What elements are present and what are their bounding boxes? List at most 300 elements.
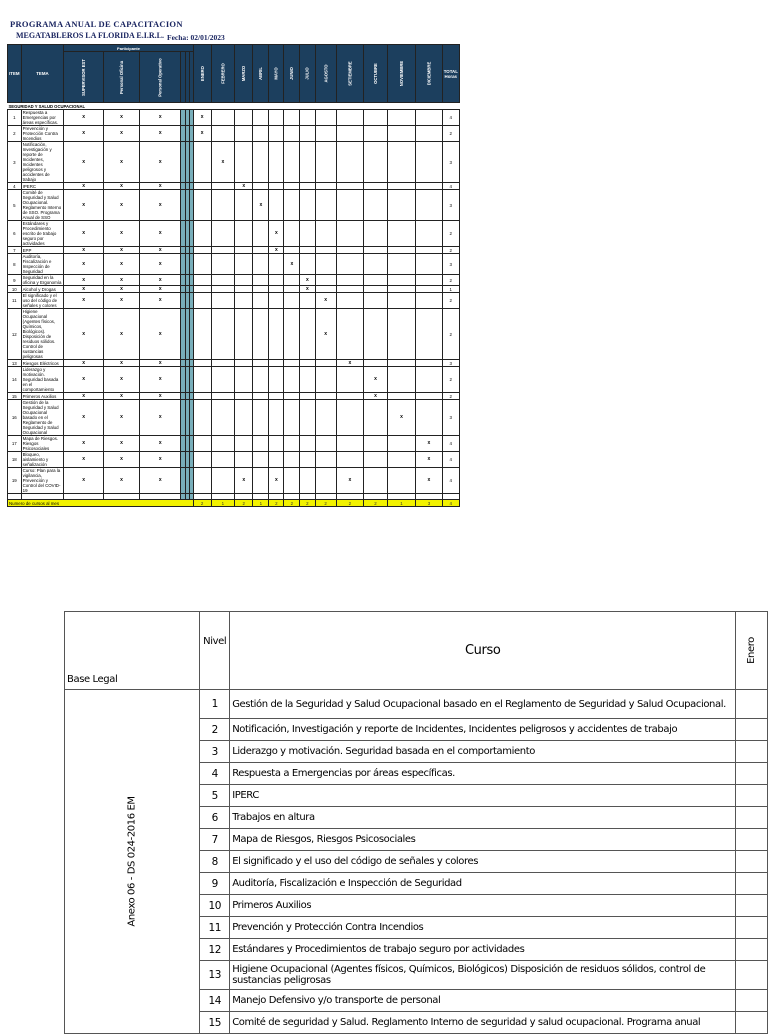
month-mark: x: [235, 183, 253, 190]
month-mark: x: [269, 221, 284, 247]
month-cell: [235, 367, 253, 393]
participant-mark: x: [64, 126, 104, 142]
schedule-row: [8, 275, 462, 286]
month-cell: [269, 452, 284, 468]
month-cell: [315, 142, 336, 183]
month-cell: [235, 286, 253, 293]
schedule-row: [8, 183, 462, 190]
participant-mark: x: [140, 254, 181, 275]
participant-mark: x: [64, 400, 104, 436]
month-cell: [253, 142, 269, 183]
participant-mark: x: [104, 468, 140, 494]
month-cell: [387, 452, 415, 468]
month-cell: [336, 190, 363, 221]
month-cell: [211, 126, 234, 142]
month-cell: [211, 286, 234, 293]
month-cell: [387, 247, 415, 254]
schedule-row: [8, 393, 462, 400]
month-cell: [416, 367, 443, 393]
participant-mark: x: [140, 309, 181, 360]
month-cell: [269, 190, 284, 221]
month-cell: [364, 400, 388, 436]
month-cell: [193, 309, 211, 360]
month-cell: [211, 247, 234, 254]
schedule-row: [8, 110, 462, 126]
month-cell: [235, 190, 253, 221]
month-cell: [211, 110, 234, 126]
participant-mark: x: [104, 436, 140, 452]
month-cell: [416, 393, 443, 400]
month-mark: x: [300, 286, 315, 293]
participant-mark: x: [104, 400, 140, 436]
schedule-row: [8, 126, 462, 142]
month-cell: [193, 286, 211, 293]
month-cell: [235, 254, 253, 275]
legal-basis-table: [64, 611, 768, 1034]
month-cell: [193, 400, 211, 436]
month-mark: x: [315, 293, 336, 309]
participant-mark: x: [64, 468, 104, 494]
month-cell: [387, 183, 415, 190]
month-cell: [387, 142, 415, 183]
course-name: Estándares y Procedimientos de trabajo seguro por actividades: [230, 939, 736, 961]
course-name: Liderazgo y motivación. Seguridad basada en el comportamiento: [230, 741, 736, 763]
month-cell: [253, 393, 269, 400]
schedule-row: [8, 452, 462, 468]
participant-mark: x: [140, 436, 181, 452]
participant-mark: x: [64, 247, 104, 254]
month-cell: [300, 110, 315, 126]
month-cell: [211, 468, 234, 494]
month-cell: [235, 275, 253, 286]
monthly-count: 1: [387, 500, 415, 507]
month-cell: [211, 183, 234, 190]
enero-cell: [736, 807, 768, 829]
participant-mark: x: [104, 190, 140, 221]
month-cell: [336, 452, 363, 468]
month-cell: [235, 293, 253, 309]
total-hours: 3: [442, 190, 459, 221]
nivel-number: 6: [200, 807, 230, 829]
schedule-row: [8, 436, 462, 452]
monthly-count: 3: [416, 500, 443, 507]
month-cell: [284, 275, 300, 286]
item-number: 15: [8, 393, 22, 400]
total-hours: 4: [442, 436, 459, 452]
total-hours: 4: [442, 452, 459, 468]
course-name: Manejo Defensivo y/o transporte de personal: [230, 990, 736, 1012]
schedule-row: [8, 360, 462, 367]
schedule-row: [8, 254, 462, 275]
month-cell: [315, 247, 336, 254]
tema-cell: Riesgos Eléctricos: [21, 360, 64, 367]
month-cell: [193, 254, 211, 275]
participant-mark: x: [140, 286, 181, 293]
item-number: 4: [8, 183, 22, 190]
month-mark: x: [336, 360, 363, 367]
month-cell: [416, 254, 443, 275]
month-cell: [315, 436, 336, 452]
participant-mark: x: [104, 309, 140, 360]
nivel-number: 1: [200, 690, 230, 719]
month-cell: [269, 309, 284, 360]
month-cell: [364, 183, 388, 190]
month-cell: [193, 452, 211, 468]
month-cell: [416, 309, 443, 360]
month-mark: x: [387, 400, 415, 436]
tema-cell: Bloqueo, aislamiento y señalización: [21, 452, 64, 468]
month-cell: [253, 247, 269, 254]
course-name: IPERC: [230, 785, 736, 807]
month-cell: [416, 360, 443, 367]
monthly-count: 2: [235, 500, 253, 507]
course-name: Notificación, Investigación y reporte de Incidentes, Incidentes peligrosos y accidentes de trabajo: [230, 719, 736, 741]
month-cell: [336, 436, 363, 452]
month-header-enero: ENERO: [193, 45, 211, 103]
month-header-noviembre: NOVIEMBRE: [387, 45, 415, 103]
month-cell: [253, 367, 269, 393]
month-cell: [253, 400, 269, 436]
month-cell: [211, 309, 234, 360]
course-name: El significado y el uso del código de señales y colores: [230, 851, 736, 873]
month-mark: x: [193, 126, 211, 142]
tema-cell: El significado y el uso del código de señales y colores: [21, 293, 64, 309]
base-legal-cell: [65, 690, 200, 1034]
month-cell: [193, 367, 211, 393]
month-mark: x: [364, 367, 388, 393]
nivel-number: 7: [200, 829, 230, 851]
participant-mark: x: [64, 309, 104, 360]
monthly-count: 2: [336, 500, 363, 507]
base-legal-header: Base Legal: [65, 612, 200, 690]
month-cell: [416, 190, 443, 221]
course-name: Prevención y Protección Contra Incendios: [230, 917, 736, 939]
month-cell: [300, 254, 315, 275]
month-cell: [416, 286, 443, 293]
tema-cell: Liderazgo y motivación. Seguridad basada en el comportamiento: [21, 367, 64, 393]
item-number: 8: [8, 254, 22, 275]
nivel-number: 14: [200, 990, 230, 1012]
enero-cell: [736, 939, 768, 961]
month-header-diciembre: DICIEMBRE: [416, 45, 443, 103]
participant-mark: x: [104, 275, 140, 286]
nivel-number: 15: [200, 1012, 230, 1034]
enero-cell: [736, 990, 768, 1012]
item-number: 16: [8, 400, 22, 436]
participant-mark: x: [140, 183, 181, 190]
month-cell: [193, 275, 211, 286]
participant-mark: x: [104, 221, 140, 247]
tema-cell: Mapa de Riesgos. Riesgos Psicosociales: [21, 436, 64, 452]
participant-mark: x: [104, 126, 140, 142]
item-number: 6: [8, 221, 22, 247]
tema-cell: Alcohol y Drogas: [21, 286, 64, 293]
month-cell: [416, 247, 443, 254]
month-cell: [364, 452, 388, 468]
month-cell: [315, 468, 336, 494]
month-cell: [416, 183, 443, 190]
monthly-count: 2: [315, 500, 336, 507]
month-cell: [284, 190, 300, 221]
month-cell: [387, 221, 415, 247]
month-cell: [336, 293, 363, 309]
month-cell: [416, 275, 443, 286]
month-cell: [364, 286, 388, 293]
item-number: 18: [8, 452, 22, 468]
participant-mark: x: [104, 367, 140, 393]
item-number: 19: [8, 468, 22, 494]
month-cell: [300, 452, 315, 468]
total-hours: 4: [442, 183, 459, 190]
month-cell: [284, 247, 300, 254]
month-cell: [300, 468, 315, 494]
month-cell: [364, 309, 388, 360]
month-cell: [235, 452, 253, 468]
month-cell: [300, 247, 315, 254]
monthly-count: 2: [364, 500, 388, 507]
month-cell: [315, 275, 336, 286]
month-cell: [336, 254, 363, 275]
month-mark: x: [253, 190, 269, 221]
month-cell: [284, 360, 300, 367]
month-cell: [253, 309, 269, 360]
month-cell: [235, 142, 253, 183]
participant-mark: x: [64, 254, 104, 275]
month-cell: [193, 221, 211, 247]
month-cell: [300, 190, 315, 221]
participant-mark: x: [64, 190, 104, 221]
nivel-number: 5: [200, 785, 230, 807]
month-cell: [364, 360, 388, 367]
month-cell: [193, 247, 211, 254]
schedule-row: [8, 367, 462, 393]
month-header-febrero: FEBRERO: [211, 45, 234, 103]
month-cell: [300, 400, 315, 436]
participant-header-oficina: Personal Oficina: [104, 52, 140, 103]
item-number: 2: [8, 126, 22, 142]
month-cell: [364, 126, 388, 142]
month-cell: [315, 254, 336, 275]
participant-mark: x: [140, 110, 181, 126]
month-cell: [300, 183, 315, 190]
month-cell: [315, 452, 336, 468]
month-cell: [387, 309, 415, 360]
total-hours: 2: [442, 247, 459, 254]
total-header: TOTAL Horas: [442, 45, 459, 103]
month-cell: [269, 293, 284, 309]
total-hours: 2: [442, 393, 459, 400]
tema-cell: Respuesta a Emergencias por áreas específicas.: [21, 110, 64, 126]
schedule-row: [8, 221, 462, 247]
month-cell: [193, 468, 211, 494]
monthly-count: 2: [284, 500, 300, 507]
enero-cell: [736, 873, 768, 895]
nivel-number: 9: [200, 873, 230, 895]
month-cell: [315, 367, 336, 393]
month-cell: [387, 360, 415, 367]
month-cell: [300, 367, 315, 393]
participant-mark: x: [104, 293, 140, 309]
month-cell: [416, 110, 443, 126]
month-cell: [364, 110, 388, 126]
month-cell: [211, 367, 234, 393]
month-mark: x: [315, 309, 336, 360]
schedule-row: [8, 190, 462, 221]
month-cell: [336, 309, 363, 360]
tema-cell: IPERC: [21, 183, 64, 190]
month-cell: [284, 452, 300, 468]
month-cell: [336, 286, 363, 293]
month-cell: [315, 393, 336, 400]
month-cell: [416, 293, 443, 309]
month-cell: [364, 275, 388, 286]
nivel-number: 11: [200, 917, 230, 939]
company-name: MEGATABLEROS LA FLORIDA E.I.R.L.: [16, 31, 164, 40]
item-number: 11: [8, 293, 22, 309]
month-cell: [284, 142, 300, 183]
item-number: 17: [8, 436, 22, 452]
participant-mark: x: [64, 275, 104, 286]
item-number: 3: [8, 142, 22, 183]
month-cell: [315, 110, 336, 126]
month-cell: [253, 110, 269, 126]
month-cell: [253, 126, 269, 142]
base-legal-value: Anexo 06 - DS 024-2016 EM: [126, 796, 138, 927]
month-cell: [193, 293, 211, 309]
total-hours: 2: [442, 275, 459, 286]
month-cell: [284, 221, 300, 247]
month-cell: [416, 126, 443, 142]
participants-header: Participante: [64, 45, 193, 52]
month-mark: x: [269, 468, 284, 494]
month-cell: [336, 367, 363, 393]
enero-cell: [736, 1012, 768, 1034]
month-cell: [300, 393, 315, 400]
month-cell: [364, 221, 388, 247]
participant-mark: x: [140, 360, 181, 367]
month-cell: [193, 183, 211, 190]
month-cell: [269, 360, 284, 367]
item-number: 14: [8, 367, 22, 393]
nivel-number: 13: [200, 961, 230, 990]
program-title: PROGRAMA ANUAL DE CAPACITACION: [10, 19, 183, 29]
month-cell: [300, 309, 315, 360]
month-cell: [336, 110, 363, 126]
nivel-number: 12: [200, 939, 230, 961]
month-cell: [235, 360, 253, 367]
enero-cell: [736, 961, 768, 990]
month-cell: [211, 254, 234, 275]
nivel-header: Nivel: [200, 612, 230, 690]
month-cell: [364, 436, 388, 452]
participant-mark: x: [64, 452, 104, 468]
participant-header-blank: [189, 52, 193, 103]
month-header-junio: JUNIO: [284, 45, 300, 103]
course-name: Auditoría, Fiscalización e Inspección de Seguridad: [230, 873, 736, 895]
schedule-table: [7, 44, 461, 507]
month-cell: [364, 190, 388, 221]
month-cell: [336, 400, 363, 436]
month-cell: [315, 360, 336, 367]
month-cell: [416, 400, 443, 436]
month-cell: [253, 183, 269, 190]
enero-cell: [736, 917, 768, 939]
month-mark: x: [416, 468, 443, 494]
schedule-row: [8, 293, 462, 309]
nivel-number: 4: [200, 763, 230, 785]
tema-cell: Estándares y Procedimiento escrito de trabajo seguro por actividades: [21, 221, 64, 247]
month-cell: [387, 190, 415, 221]
month-cell: [235, 247, 253, 254]
total-hours: 3: [442, 360, 459, 367]
month-cell: [269, 367, 284, 393]
month-cell: [211, 400, 234, 436]
curso-header: Curso: [230, 612, 736, 690]
participant-mark: x: [104, 247, 140, 254]
month-cell: [193, 360, 211, 367]
month-cell: [387, 286, 415, 293]
participant-mark: x: [104, 360, 140, 367]
month-cell: [211, 393, 234, 400]
month-header-julio: JULIO: [300, 45, 315, 103]
course-name: Trabajos en altura: [230, 807, 736, 829]
total-hours: 1: [442, 286, 459, 293]
schedule-row: [8, 468, 462, 494]
participant-mark: x: [104, 393, 140, 400]
month-cell: [269, 126, 284, 142]
participant-mark: x: [140, 293, 181, 309]
tema-cell: Higiene Ocupacional (Agentes físicos, Químicos, Biológicos). Disposición de residuos sólidos. Control de sustancias peligrosas: [21, 309, 64, 360]
month-cell: [387, 436, 415, 452]
month-mark: x: [193, 110, 211, 126]
month-cell: [387, 110, 415, 126]
course-name: Gestión de la Seguridad y Salud Ocupacional basado en el Reglamento de Seguridad y Salud Ocupacional.: [230, 690, 736, 719]
tema-cell: EPP: [21, 247, 64, 254]
course-name: Respuesta a Emergencias por áreas específicas.: [230, 763, 736, 785]
total-hours: 2: [442, 309, 459, 360]
month-cell: [211, 293, 234, 309]
month-header-marzo: MARZO: [235, 45, 253, 103]
item-number: 5: [8, 190, 22, 221]
month-cell: [416, 142, 443, 183]
month-header-octubre: OCTUBRE: [364, 45, 388, 103]
month-cell: [269, 436, 284, 452]
participant-mark: x: [140, 275, 181, 286]
participant-mark: x: [104, 142, 140, 183]
month-cell: [284, 436, 300, 452]
month-cell: [315, 126, 336, 142]
month-cell: [284, 126, 300, 142]
month-cell: [364, 142, 388, 183]
total-hours: 2: [442, 367, 459, 393]
participant-mark: x: [104, 452, 140, 468]
enero-cell: [736, 719, 768, 741]
month-cell: [235, 221, 253, 247]
participant-mark: x: [64, 110, 104, 126]
schedule-row: [8, 286, 462, 293]
tema-cell: Curso: Plan para la vigilancia, Prevención y Control del COVID-19: [21, 468, 64, 494]
month-mark: x: [235, 468, 253, 494]
enero-cell: [736, 690, 768, 719]
participant-mark: x: [64, 286, 104, 293]
month-mark: x: [269, 247, 284, 254]
month-cell: [336, 221, 363, 247]
monthly-count: 2: [300, 500, 315, 507]
course-name: Higiene Ocupacional (Agentes físicos, Químicos, Biológicos) Disposición de residuos sólidos, control de sustancias peligrosas: [230, 961, 736, 990]
month-cell: [284, 400, 300, 436]
enero-cell: [736, 829, 768, 851]
course-name: Mapa de Riesgos, Riesgos Psicosociales: [230, 829, 736, 851]
